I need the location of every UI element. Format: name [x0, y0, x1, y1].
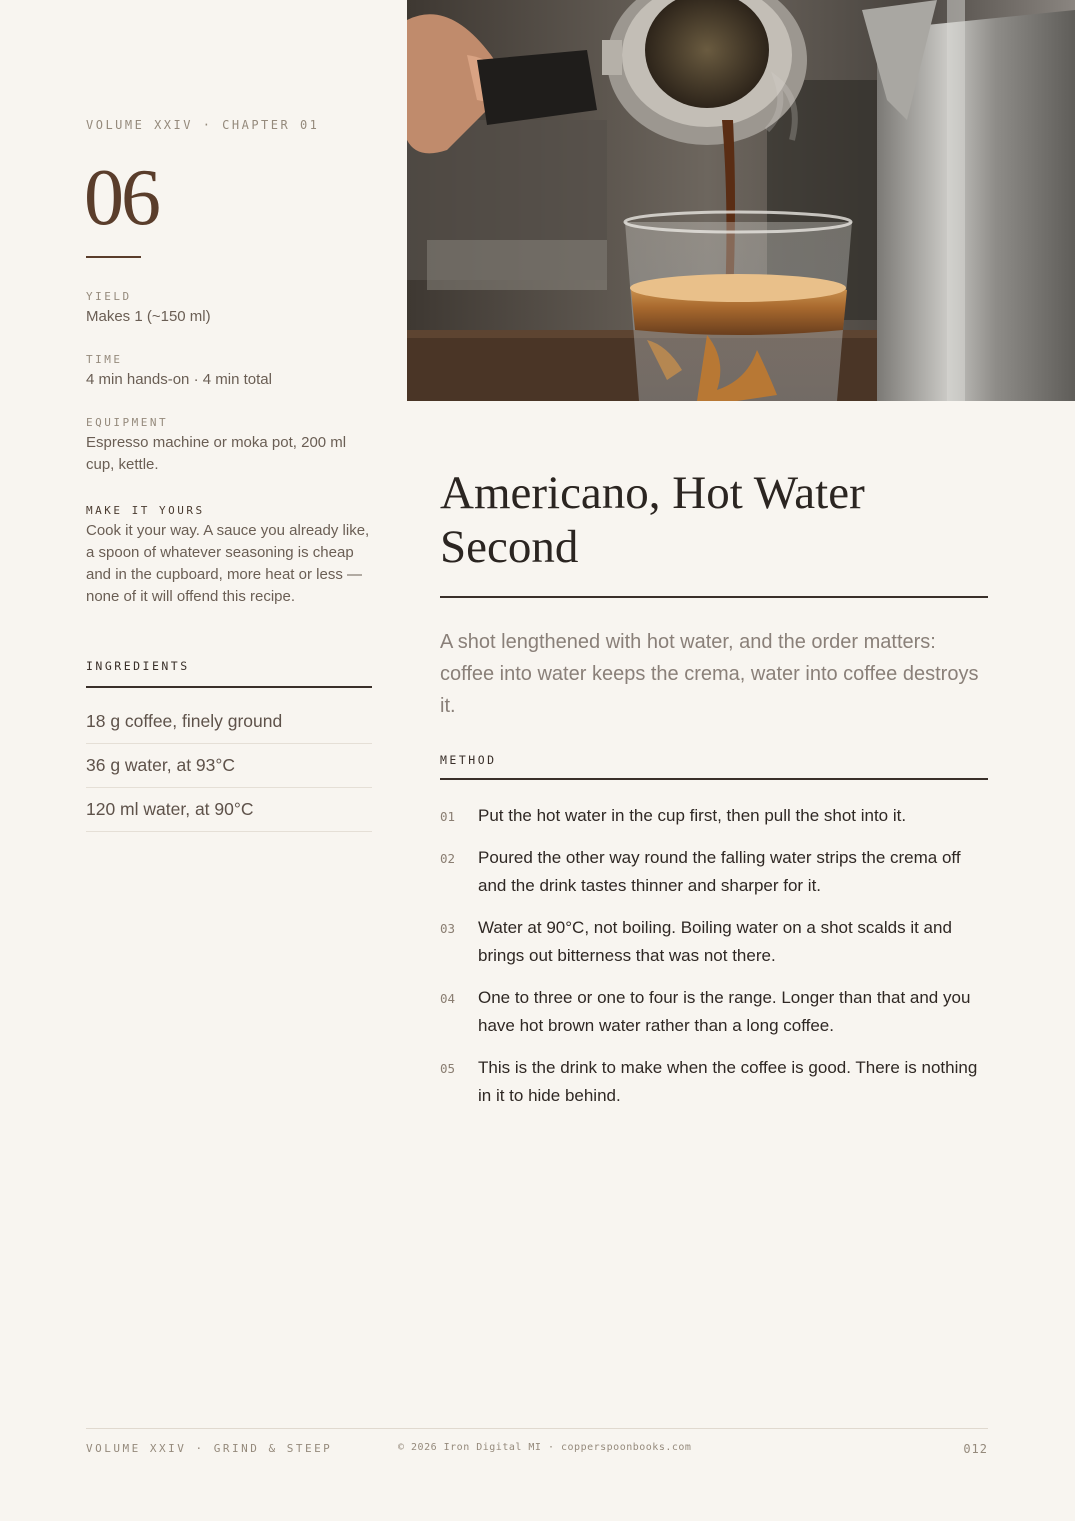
meta-value: Cook it your way. A sauce you already like, a spoon of whatever seasoning is cheap and in the cupboard, more heat or less — none of it will offend this recipe.: [86, 522, 370, 605]
method-divider: [440, 778, 988, 780]
footer-volume: VOLUME XXIV · GRIND & STEEP: [86, 1442, 333, 1455]
step-number: 04: [440, 991, 456, 1006]
step-text: Water at 90°C, not boiling. Boiling water on a shot scalds it and brings out bitterness that was not there.: [478, 918, 952, 965]
meta-value: Makes 1 (~150 ml): [86, 308, 211, 325]
step-text: One to three or one to four is the range. Longer than that and you have hot brown water rather than a long coffee.: [478, 988, 971, 1035]
step-number: 03: [440, 921, 456, 936]
step-number: 01: [440, 809, 456, 824]
footer-divider: [86, 1428, 988, 1429]
recipe-title: Americano, Hot Water Second: [440, 467, 865, 573]
step-number: 05: [440, 1061, 456, 1076]
title-divider: [440, 596, 988, 598]
ingredient-item: 120 ml water, at 90°C: [86, 788, 372, 832]
meta-value: 4 min hands-on · 4 min total: [86, 371, 272, 388]
step-number: 02: [440, 851, 456, 866]
ingredients-heading: INGREDIENTS: [86, 659, 190, 673]
recipe-lede: A shot lengthened with hot water, and the order matters: coffee into water keeps the crema, water into coffee destroys it.: [440, 631, 979, 717]
ingredients-divider: [86, 686, 372, 688]
method-step: [440, 802, 988, 830]
meta-value: Espresso machine or moka pot, 200 ml cup, kettle.: [86, 434, 347, 473]
chapter-kicker: VOLUME XXIV · CHAPTER 01: [86, 118, 320, 132]
meta-make-it-yours: [86, 504, 372, 608]
meta-label: EQUIPMENT: [86, 416, 169, 429]
ingredients-list: [86, 700, 372, 832]
method-step: [440, 914, 988, 970]
method-heading: METHOD: [440, 753, 497, 767]
meta-label: YIELD: [86, 290, 132, 303]
step-text: Poured the other way round the falling water strips the crema off and the drink tastes thinner and sharper for it.: [478, 848, 961, 895]
meta-time: [86, 353, 372, 391]
step-text: This is the drink to make when the coffee is good. There is nothing in it to hide behind.: [478, 1058, 978, 1105]
footer-copyright: © 2026 Iron Digital MI · copperspoonbooks.com: [398, 1442, 692, 1453]
chapter-divider: [86, 256, 141, 258]
meta-yield: [86, 290, 372, 328]
ingredient-item: 36 g water, at 93°C: [86, 744, 372, 788]
step-text: Put the hot water in the cup first, then pull the shot into it.: [478, 806, 907, 825]
page-number: 012: [963, 1442, 988, 1456]
method-step: [440, 1054, 988, 1110]
meta-equipment: [86, 416, 372, 476]
method-step: [440, 844, 988, 900]
espresso-pour-illustration: [407, 0, 1075, 401]
method-step: [440, 984, 988, 1040]
meta-label: MAKE IT YOURS: [86, 504, 205, 517]
hero-photo: [407, 0, 1075, 401]
chapter-number: 06: [84, 154, 158, 242]
ingredient-item: 18 g coffee, finely ground: [86, 700, 372, 744]
meta-label: TIME: [86, 353, 123, 366]
method-steps: [440, 802, 988, 1124]
